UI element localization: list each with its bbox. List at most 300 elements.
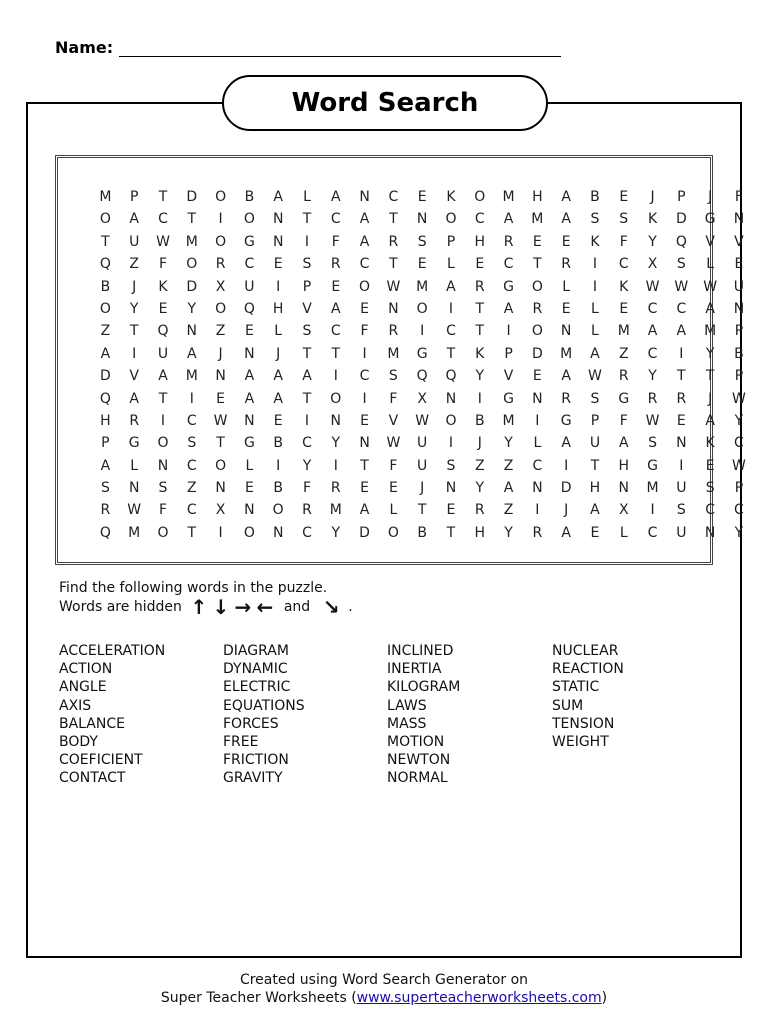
grid-letter[interactable]: M [185, 368, 198, 385]
grid-letter[interactable]: D [560, 480, 572, 497]
grid-letter[interactable]: O [359, 278, 371, 295]
grid-letter[interactable]: O [99, 211, 111, 228]
grid-letter[interactable]: L [303, 189, 311, 205]
grid-letter[interactable]: E [244, 323, 254, 340]
grid-letter[interactable]: X [215, 278, 226, 295]
grid-letter[interactable]: G [503, 390, 514, 407]
grid-letter[interactable]: R [330, 256, 341, 273]
grid-letter[interactable]: M [99, 189, 112, 205]
grid-letter[interactable]: N [128, 480, 140, 497]
grid-letter[interactable]: S [648, 435, 657, 452]
grid-letter[interactable]: T [533, 256, 542, 273]
grid-letter[interactable]: S [100, 480, 110, 497]
grid-letter[interactable]: M [185, 233, 198, 250]
grid-letter[interactable]: C [186, 502, 197, 519]
grid-letter[interactable]: I [218, 211, 223, 228]
grid-letter[interactable]: E [388, 480, 398, 497]
grid-letter[interactable]: J [650, 189, 655, 205]
grid-letter[interactable]: R [503, 233, 514, 250]
grid-letter[interactable]: F [360, 323, 369, 340]
grid-letter[interactable]: N [215, 480, 226, 497]
grid-letter[interactable]: A [273, 189, 283, 205]
grid-letter[interactable]: Q [445, 368, 457, 385]
grid-letter[interactable]: S [590, 390, 600, 407]
grid-letter[interactable]: N [330, 412, 342, 429]
grid-letter[interactable]: P [677, 189, 686, 205]
grid-letter[interactable]: D [186, 189, 198, 205]
grid-letter[interactable]: K [705, 435, 715, 452]
grid-letter[interactable]: S [417, 233, 427, 250]
grid-letter[interactable]: I [333, 368, 338, 385]
grid-letter[interactable]: M [502, 412, 515, 429]
grid-letter[interactable]: C [244, 256, 255, 273]
grid-letter[interactable]: N [157, 457, 169, 474]
grid-letter[interactable]: P [129, 189, 139, 205]
grid-letter[interactable]: J [477, 435, 482, 452]
grid-letter[interactable]: T [677, 368, 686, 385]
grid-letter[interactable]: L [533, 435, 542, 452]
grid-letter[interactable]: P [101, 435, 110, 452]
grid-letter[interactable]: E [619, 189, 629, 205]
grid-letter[interactable]: K [619, 278, 629, 295]
grid-letter[interactable]: E [273, 256, 283, 273]
grid-letter[interactable]: T [158, 390, 168, 407]
grid-letter[interactable]: E [676, 412, 686, 429]
grid-letter[interactable]: X [647, 256, 658, 273]
grid-letter[interactable]: P [504, 345, 513, 362]
grid-letter[interactable]: Z [618, 345, 629, 362]
grid-letter[interactable]: J [564, 502, 569, 519]
grid-letter[interactable]: F [734, 189, 743, 205]
grid-letter[interactable]: H [474, 233, 486, 250]
grid-letter[interactable]: F [389, 457, 398, 474]
grid-letter[interactable]: O [531, 323, 543, 340]
grid-letter[interactable]: O [387, 524, 399, 541]
grid-letter[interactable]: N [272, 233, 284, 250]
grid-letter[interactable]: W [156, 233, 170, 250]
grid-letter[interactable]: N [704, 524, 716, 541]
grid-letter[interactable]: A [100, 345, 111, 362]
grid-letter[interactable]: I [276, 457, 281, 474]
grid-letter[interactable]: C [186, 457, 197, 474]
grid-letter[interactable]: G [416, 345, 428, 362]
grid-letter[interactable]: A [129, 211, 139, 228]
grid-letter[interactable]: R [215, 256, 226, 273]
grid-letter[interactable]: Q [416, 368, 428, 385]
grid-letter[interactable]: P [446, 233, 456, 250]
grid-letter[interactable]: M [502, 189, 515, 205]
grid-letter[interactable]: G [243, 435, 255, 452]
grid-letter[interactable]: F [158, 256, 168, 273]
grid-letter[interactable]: C [158, 211, 168, 228]
grid-letter[interactable]: G [503, 278, 514, 295]
grid-letter[interactable]: E [158, 300, 168, 317]
grid-letter[interactable]: S [187, 435, 197, 452]
grid-letter[interactable]: N [388, 300, 399, 317]
grid-letter[interactable]: R [129, 412, 140, 429]
grid-letter[interactable]: M [704, 323, 717, 340]
grid-letter[interactable]: D [531, 345, 543, 362]
grid-letter[interactable]: M [531, 211, 544, 228]
grid-letter[interactable]: A [273, 368, 283, 385]
grid-letter[interactable]: I [650, 502, 655, 519]
grid-letter[interactable]: U [733, 278, 745, 295]
grid-letter[interactable]: C [532, 457, 543, 474]
grid-letter[interactable]: W [732, 390, 746, 407]
grid-letter[interactable]: P [734, 323, 744, 340]
grid-letter[interactable]: C [186, 412, 197, 429]
grid-letter[interactable]: A [561, 368, 571, 385]
grid-letter[interactable]: E [475, 256, 485, 273]
grid-letter[interactable]: G [243, 233, 255, 250]
grid-letter[interactable]: U [676, 524, 687, 541]
grid-letter[interactable]: Q [99, 390, 111, 407]
grid-letter[interactable]: U [417, 435, 428, 452]
grid-letter[interactable]: V [302, 300, 312, 317]
grid-letter[interactable]: Q [243, 300, 255, 317]
grid-letter[interactable]: Y [734, 412, 744, 429]
grid-letter[interactable]: V [503, 368, 514, 385]
grid-letter[interactable]: R [532, 524, 543, 541]
grid-letter[interactable]: S [388, 368, 398, 385]
grid-letter[interactable]: N [244, 502, 255, 519]
grid-letter[interactable]: K [590, 233, 600, 250]
grid-letter[interactable]: I [506, 323, 511, 340]
grid-letter[interactable]: L [562, 278, 571, 295]
grid-letter[interactable]: M [560, 345, 573, 362]
grid-letter[interactable]: X [417, 390, 427, 407]
grid-letter[interactable]: A [676, 323, 687, 340]
grid-letter[interactable]: R [330, 480, 341, 497]
grid-letter[interactable]: O [99, 300, 111, 317]
grid-letter[interactable]: C [618, 256, 629, 273]
grid-letter[interactable]: A [705, 300, 715, 317]
grid-letter[interactable]: R [618, 368, 629, 385]
grid-letter[interactable]: N [445, 390, 457, 407]
grid-letter[interactable]: T [331, 345, 341, 362]
grid-letter[interactable]: W [213, 412, 228, 429]
grid-letter[interactable]: T [216, 435, 225, 452]
grid-letter[interactable]: Z [503, 502, 514, 519]
grid-letter[interactable]: M [128, 524, 141, 541]
grid-letter[interactable]: Y [331, 524, 341, 541]
grid-letter[interactable]: W [645, 278, 660, 295]
grid-letter[interactable]: C [474, 211, 485, 228]
grid-letter[interactable]: C [647, 345, 658, 362]
grid-letter[interactable]: I [477, 390, 482, 407]
grid-letter[interactable]: H [474, 524, 486, 541]
grid-letter[interactable]: E [360, 480, 369, 497]
grid-letter[interactable]: A [244, 390, 255, 407]
grid-letter[interactable]: W [588, 368, 602, 385]
grid-letter[interactable]: A [561, 524, 571, 541]
grid-letter[interactable]: Q [675, 233, 687, 250]
grid-letter[interactable]: S [676, 256, 686, 273]
grid-letter[interactable]: I [535, 412, 540, 429]
grid-letter[interactable]: L [591, 300, 599, 317]
grid-letter[interactable]: N [733, 300, 745, 317]
grid-letter[interactable]: R [532, 300, 543, 317]
grid-letter[interactable]: A [359, 233, 370, 250]
grid-letter[interactable]: Z [215, 323, 226, 340]
grid-letter[interactable]: E [619, 300, 629, 317]
grid-letter[interactable]: C [330, 211, 341, 228]
grid-letter[interactable]: Q [99, 256, 111, 273]
grid-letter[interactable]: B [100, 278, 111, 295]
grid-letter[interactable]: A [100, 457, 111, 474]
grid-letter[interactable]: C [705, 502, 716, 519]
grid-letter[interactable]: T [360, 457, 369, 474]
grid-letter[interactable]: M [329, 502, 342, 519]
grid-letter[interactable]: O [157, 524, 169, 541]
grid-letter[interactable]: O [445, 412, 457, 429]
grid-letter[interactable]: I [420, 323, 425, 340]
grid-letter[interactable]: N [733, 211, 745, 228]
grid-letter[interactable]: J [708, 390, 713, 407]
grid-letter[interactable]: M [387, 345, 400, 362]
grid-letter[interactable]: I [276, 278, 281, 295]
grid-letter[interactable]: I [564, 457, 569, 474]
grid-letter[interactable]: I [189, 390, 194, 407]
grid-letter[interactable]: I [679, 345, 684, 362]
grid-letter[interactable]: C [359, 368, 370, 385]
grid-letter[interactable]: A [618, 435, 629, 452]
grid-letter[interactable]: T [187, 524, 197, 541]
grid-letter[interactable]: N [532, 390, 543, 407]
grid-letter[interactable]: A [273, 390, 283, 407]
grid-letter[interactable]: V [734, 233, 744, 250]
grid-letter[interactable]: E [360, 300, 369, 317]
grid-letter[interactable]: I [362, 345, 367, 362]
grid-letter[interactable]: U [244, 278, 255, 295]
grid-letter[interactable]: E [561, 300, 571, 317]
grid-letter[interactable]: E [590, 524, 600, 541]
grid-letter[interactable]: Y [331, 435, 341, 452]
grid-letter[interactable]: A [446, 278, 456, 295]
grid-letter[interactable]: T [475, 300, 485, 317]
grid-letter[interactable]: P [734, 368, 744, 385]
grid-letter[interactable]: T [302, 345, 312, 362]
grid-letter[interactable]: R [474, 278, 485, 295]
grid-letter[interactable]: F [331, 233, 340, 250]
grid-letter[interactable]: U [417, 457, 428, 474]
grid-letter[interactable]: C [359, 256, 370, 273]
grid-letter[interactable]: B [244, 189, 255, 205]
grid-letter[interactable]: V [388, 412, 399, 429]
grid-letter[interactable]: N [560, 323, 572, 340]
grid-letter[interactable]: S [302, 256, 312, 273]
grid-letter[interactable]: A [359, 502, 370, 519]
grid-letter[interactable]: N [272, 211, 284, 228]
grid-letter[interactable]: G [560, 412, 572, 429]
grid-letter[interactable]: E [734, 256, 744, 273]
grid-letter[interactable]: Y [475, 480, 485, 497]
grid-letter[interactable]: Q [157, 323, 169, 340]
grid-letter[interactable]: P [302, 278, 312, 295]
grid-letter[interactable]: I [304, 233, 310, 250]
grid-letter[interactable]: T [158, 189, 168, 205]
grid-letter[interactable]: I [132, 345, 137, 362]
grid-letter[interactable]: V [705, 233, 715, 250]
grid-letter[interactable]: S [302, 323, 312, 340]
grid-letter[interactable]: W [645, 412, 660, 429]
grid-letter[interactable]: R [561, 390, 572, 407]
grid-letter[interactable]: N [416, 211, 428, 228]
grid-letter[interactable]: A [647, 323, 658, 340]
grid-letter[interactable]: J [420, 480, 425, 497]
grid-letter[interactable]: O [243, 211, 255, 228]
grid-letter[interactable]: R [561, 256, 572, 273]
grid-letter[interactable]: C [734, 502, 744, 519]
grid-letter[interactable]: Y [648, 233, 657, 250]
grid-letter[interactable]: G [618, 390, 630, 407]
grid-letter[interactable]: N [359, 435, 370, 452]
grid-letter[interactable]: O [215, 300, 227, 317]
grid-letter[interactable]: E [216, 390, 226, 407]
grid-letter[interactable]: K [158, 278, 168, 295]
grid-letter[interactable]: Z [503, 457, 514, 474]
grid-letter[interactable]: L [447, 256, 455, 273]
grid-letter[interactable]: X [215, 502, 226, 519]
grid-letter[interactable]: A [359, 211, 370, 228]
grid-letter[interactable]: N [215, 368, 226, 385]
grid-letter[interactable]: B [273, 435, 283, 452]
grid-letter[interactable]: O [445, 211, 457, 228]
grid-letter[interactable]: B [273, 480, 283, 497]
grid-letter[interactable]: W [386, 435, 401, 452]
grid-letter[interactable]: K [446, 189, 456, 205]
grid-letter[interactable]: P [734, 480, 744, 497]
grid-letter[interactable]: D [359, 524, 370, 541]
grid-letter[interactable]: I [362, 390, 367, 407]
grid-letter[interactable]: Y [705, 345, 715, 362]
grid-letter[interactable]: F [302, 480, 311, 497]
grid-letter[interactable]: A [244, 368, 255, 385]
grid-letter[interactable]: T [475, 323, 485, 340]
grid-letter[interactable]: I [448, 435, 454, 452]
grid-letter[interactable]: Y [129, 300, 139, 317]
grid-letter[interactable]: S [619, 211, 629, 228]
grid-letter[interactable]: C [388, 189, 399, 205]
grid-letter[interactable]: I [218, 524, 223, 541]
grid-letter[interactable]: A [330, 300, 341, 317]
grid-letter[interactable]: E [360, 412, 369, 429]
grid-letter[interactable]: M [646, 480, 659, 497]
grid-letter[interactable]: J [132, 278, 137, 295]
grid-letter[interactable]: T [187, 211, 197, 228]
grid-letter[interactable]: G [128, 435, 140, 452]
grid-letter[interactable]: R [302, 502, 312, 519]
grid-letter[interactable]: A [705, 412, 715, 429]
grid-letter[interactable]: X [618, 502, 629, 519]
grid-letter[interactable]: C [302, 435, 312, 452]
grid-letter[interactable]: H [618, 457, 629, 474]
grid-letter[interactable]: U [589, 435, 601, 452]
grid-letter[interactable]: R [100, 502, 111, 519]
grid-letter[interactable]: F [389, 390, 398, 407]
grid-letter[interactable]: H [272, 300, 284, 317]
grid-letter[interactable]: J [276, 345, 281, 362]
grid-letter[interactable]: T [129, 323, 139, 340]
grid-letter[interactable]: T [446, 524, 456, 541]
grid-letter[interactable]: E [561, 233, 571, 250]
grid-letter[interactable]: U [157, 345, 169, 362]
grid-letter[interactable]: N [676, 435, 687, 452]
grid-letter[interactable]: T [302, 390, 312, 407]
grid-letter[interactable]: Z [474, 457, 485, 474]
grid-letter[interactable]: N [445, 480, 457, 497]
grid-letter[interactable]: E [532, 233, 542, 250]
grid-letter[interactable]: K [647, 211, 658, 228]
grid-letter[interactable]: N [532, 480, 543, 497]
grid-letter[interactable]: W [732, 457, 746, 474]
grid-letter[interactable]: I [448, 300, 454, 317]
grid-letter[interactable]: I [592, 278, 598, 295]
grid-letter[interactable]: A [561, 189, 571, 205]
grid-letter[interactable]: T [389, 256, 398, 273]
grid-letter[interactable]: K [475, 345, 485, 362]
grid-letter[interactable]: C [734, 435, 744, 452]
grid-letter[interactable]: A [302, 368, 312, 385]
grid-letter[interactable]: N [244, 412, 255, 429]
grid-letter[interactable]: H [589, 480, 601, 497]
grid-letter[interactable]: W [674, 278, 689, 295]
grid-letter[interactable]: C [330, 323, 341, 340]
grid-letter[interactable]: Y [302, 457, 312, 474]
grid-letter[interactable]: C [647, 524, 658, 541]
grid-letter[interactable]: I [535, 502, 540, 519]
grid-letter[interactable]: R [647, 390, 658, 407]
grid-letter[interactable]: T [590, 457, 600, 474]
grid-letter[interactable]: J [218, 345, 223, 362]
grid-letter[interactable]: I [592, 256, 598, 273]
grid-letter[interactable]: E [273, 412, 283, 429]
grid-letter[interactable]: W [127, 502, 142, 519]
grid-letter[interactable]: O [416, 300, 428, 317]
grid-letter[interactable]: N [618, 480, 629, 497]
grid-letter[interactable]: O [215, 457, 227, 474]
grid-letter[interactable]: A [503, 300, 514, 317]
grid-letter[interactable]: M [416, 278, 429, 295]
grid-letter[interactable]: H [532, 189, 543, 205]
grid-letter[interactable]: A [590, 502, 600, 519]
grid-letter[interactable]: L [619, 524, 628, 541]
grid-letter[interactable]: I [679, 457, 684, 474]
grid-letter[interactable]: A [503, 211, 514, 228]
grid-letter[interactable]: F [158, 502, 168, 519]
grid-letter[interactable]: E [705, 457, 715, 474]
grid-letter[interactable]: O [272, 502, 284, 519]
grid-letter[interactable]: O [243, 524, 255, 541]
grid-letter[interactable]: C [676, 300, 687, 317]
grid-letter[interactable]: N [244, 345, 255, 362]
grid-letter[interactable]: Y [648, 368, 657, 385]
grid-letter[interactable]: S [158, 480, 168, 497]
grid-letter[interactable]: R [388, 233, 399, 250]
grid-letter[interactable]: S [446, 457, 456, 474]
grid-letter[interactable]: C [302, 524, 312, 541]
grid-letter[interactable]: L [591, 323, 599, 340]
grid-letter[interactable]: F [619, 233, 628, 250]
grid-letter[interactable]: T [417, 502, 427, 519]
grid-letter[interactable]: Z [129, 256, 139, 273]
grid-letter[interactable]: C [647, 300, 658, 317]
grid-letter[interactable]: O [330, 390, 342, 407]
grid-letter[interactable]: Y [504, 435, 513, 452]
grid-letter[interactable]: G [647, 457, 658, 474]
grid-letter[interactable]: A [561, 211, 571, 228]
grid-letter[interactable]: W [703, 278, 718, 295]
